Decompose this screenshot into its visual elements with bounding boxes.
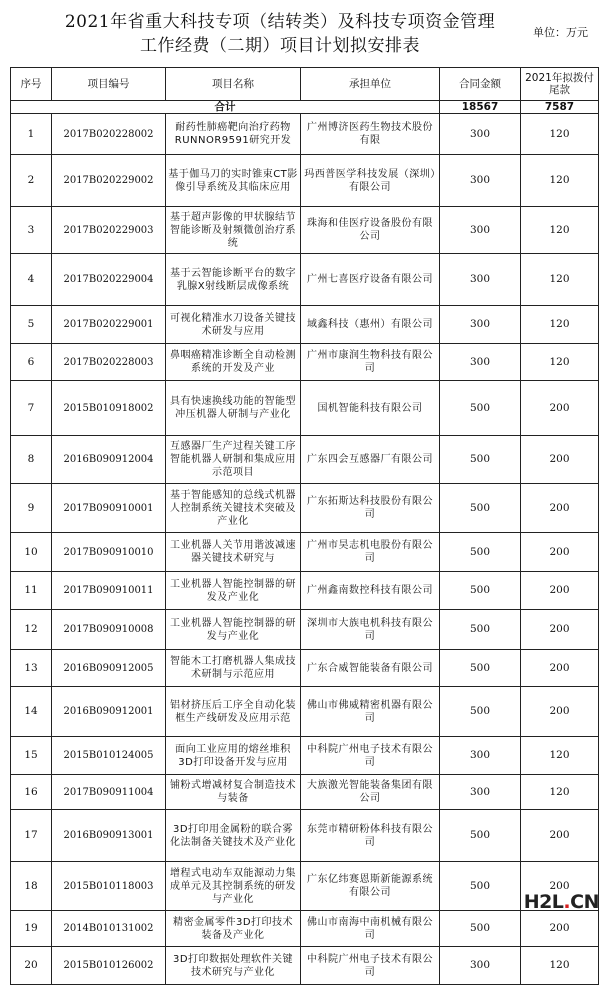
header-name: 项目名称 [166, 68, 301, 101]
row-seq: 11 [11, 572, 52, 610]
table-header-row [11, 68, 599, 101]
table-row [11, 344, 599, 381]
row-contract: 500 [440, 436, 521, 484]
row-seq: 9 [11, 484, 52, 533]
table-row [11, 862, 599, 911]
header-payment: 2021年拟拨付尾款 [521, 68, 599, 101]
row-project-name: 3D打印用金属粉的联合雾化法制备关键技术及产业化 [166, 810, 301, 862]
header-contract: 合同金额 [440, 68, 521, 101]
row-project-name: 智能木工打磨机器人集成技术研制与示范应用 [166, 650, 301, 687]
row-seq: 20 [11, 947, 52, 985]
row-payment: 120 [521, 775, 599, 810]
table-row [11, 381, 599, 436]
row-seq: 17 [11, 810, 52, 862]
row-contract: 500 [440, 650, 521, 687]
row-organization: 广东合威智能装备有限公司 [301, 650, 440, 687]
row-project-name: 面向工业应用的熔丝堆积3D打印设备开发与应用 [166, 737, 301, 775]
table-row [11, 737, 599, 775]
table-row [11, 810, 599, 862]
row-payment: 120 [521, 207, 599, 254]
row-code: 2014B010131002 [52, 911, 166, 947]
row-seq: 13 [11, 650, 52, 687]
row-organization: 大族激光智能装备集团有限公司 [301, 775, 440, 810]
row-contract: 300 [440, 254, 521, 306]
row-payment: 200 [521, 911, 599, 947]
row-contract: 300 [440, 114, 521, 155]
row-code: 2017B020228003 [52, 344, 166, 381]
row-project-name: 具有快速换线功能的智能型冲压机器人研制与产业化 [166, 381, 301, 436]
row-code: 2016B090912004 [52, 436, 166, 484]
row-organization: 广州市昊志机电股份有限公司 [301, 533, 440, 572]
header-unit: 承担单位 [301, 68, 440, 101]
row-payment: 120 [521, 306, 599, 344]
table-row [11, 484, 599, 533]
row-code: 2015B010124005 [52, 737, 166, 775]
row-code: 2017B090910011 [52, 572, 166, 610]
row-contract: 300 [440, 155, 521, 207]
row-project-name: 工业机器人智能控制器的研发及产业化 [166, 572, 301, 610]
row-code: 2017B020229002 [52, 155, 166, 207]
table-row [11, 114, 599, 155]
row-organization: 中科院广州电子技术有限公司 [301, 737, 440, 775]
row-code: 2017B020229003 [52, 207, 166, 254]
row-project-name: 互感器厂生产过程关键工序智能机器人研制和集成应用示范项目 [166, 436, 301, 484]
row-payment: 200 [521, 687, 599, 737]
total-label: 合计 [11, 101, 440, 114]
row-project-name: 基于伽马刀的实时锥束CT影像引导系统及其临床应用 [166, 155, 301, 207]
row-seq: 2 [11, 155, 52, 207]
row-code: 2017B090910010 [52, 533, 166, 572]
row-contract: 300 [440, 947, 521, 985]
row-code: 2017B020229001 [52, 306, 166, 344]
project-table [10, 67, 599, 985]
header-code: 项目编号 [52, 68, 166, 101]
row-contract: 500 [440, 862, 521, 911]
row-organization: 佛山市佛威精密机器有限公司 [301, 687, 440, 737]
row-organization: 广州市康润生物科技有限公司 [301, 344, 440, 381]
total-row [11, 101, 599, 114]
row-seq: 16 [11, 775, 52, 810]
row-code: 2015B010918002 [52, 381, 166, 436]
table-row [11, 687, 599, 737]
table-row [11, 572, 599, 610]
row-organization: 中科院广州电子技术有限公司 [301, 947, 440, 985]
row-seq: 19 [11, 911, 52, 947]
row-payment: 120 [521, 947, 599, 985]
row-payment: 120 [521, 114, 599, 155]
row-seq: 15 [11, 737, 52, 775]
row-seq: 10 [11, 533, 52, 572]
row-seq: 5 [11, 306, 52, 344]
row-organization: 广州博济医药生物技术股份有限 [301, 114, 440, 155]
row-seq: 14 [11, 687, 52, 737]
row-organization: 广东拓斯达科技股份有限公司 [301, 484, 440, 533]
row-payment: 120 [521, 737, 599, 775]
row-contract: 500 [440, 484, 521, 533]
row-organization: 东莞市精研粉体科技有限公司 [301, 810, 440, 862]
table-row [11, 947, 599, 985]
row-organization: 广州七喜医疗设备有限公司 [301, 254, 440, 306]
table-row [11, 436, 599, 484]
row-organization: 玛西普医学科技发展（深圳）有限公司 [301, 155, 440, 207]
row-project-name: 工业机器人智能控制器的研发与产业化 [166, 610, 301, 650]
row-seq: 1 [11, 114, 52, 155]
row-payment: 120 [521, 344, 599, 381]
row-contract: 300 [440, 344, 521, 381]
row-payment: 200 [521, 650, 599, 687]
table-row [11, 207, 599, 254]
table-row [11, 306, 599, 344]
row-code: 2017B020229004 [52, 254, 166, 306]
row-contract: 300 [440, 207, 521, 254]
row-seq: 7 [11, 381, 52, 436]
row-organization: 广州鑫南数控科技有限公司 [301, 572, 440, 610]
row-contract: 500 [440, 610, 521, 650]
row-payment: 200 [521, 484, 599, 533]
unit-note: 单位：万元 [533, 26, 588, 39]
page-title-line: 2021年省重大科技专项（结转类）及科技专项资金管理 [64, 12, 496, 32]
row-contract: 500 [440, 687, 521, 737]
table-row [11, 533, 599, 572]
table-row [11, 610, 599, 650]
row-project-name: 精密金属零件3D打印技术装备及产业化 [166, 911, 301, 947]
row-payment: 200 [521, 572, 599, 610]
row-payment: 200 [521, 862, 599, 911]
row-project-name: 基于超声影像的甲状腺结节智能诊断及射频微创治疗系统 [166, 207, 301, 254]
row-project-name: 工业机器人关节用谐波减速器关键技术研究与 [166, 533, 301, 572]
row-contract: 300 [440, 306, 521, 344]
row-contract: 500 [440, 381, 521, 436]
row-code: 2016B090913001 [52, 810, 166, 862]
row-project-name: 3D打印数据处理软件关键技术研究与产业化 [166, 947, 301, 985]
row-payment: 200 [521, 610, 599, 650]
table-row [11, 254, 599, 306]
total-payment: 7587 [521, 101, 599, 114]
row-project-name: 基于云智能诊断平台的数字乳腺X射线断层成像系统 [166, 254, 301, 306]
row-organization: 广东亿纬赛恩斯新能源系统有限公司 [301, 862, 440, 911]
row-payment: 120 [521, 155, 599, 207]
row-seq: 18 [11, 862, 52, 911]
row-project-name: 铝材挤压后工序全自动化装框生产线研发及应用示范 [166, 687, 301, 737]
table-row [11, 650, 599, 687]
row-project-name: 铺粉式增减材复合制造技术与装备 [166, 775, 301, 810]
row-contract: 300 [440, 775, 521, 810]
row-contract: 500 [440, 911, 521, 947]
row-contract: 300 [440, 737, 521, 775]
row-contract: 500 [440, 810, 521, 862]
row-organization: 珠海和佳医疗设备股份有限公司 [301, 207, 440, 254]
row-organization: 域鑫科技（惠州）有限公司 [301, 306, 440, 344]
row-project-name: 耐药性肺癌靶向治疗药物RUNNOR9591研究开发 [166, 114, 301, 155]
row-code: 2016B090912001 [52, 687, 166, 737]
row-seq: 12 [11, 610, 52, 650]
header-seq: 序号 [11, 68, 52, 101]
row-project-name: 基于智能感知的总线式机器人控制系统关键技术突破及产业化 [166, 484, 301, 533]
row-seq: 8 [11, 436, 52, 484]
row-seq: 3 [11, 207, 52, 254]
row-payment: 120 [521, 254, 599, 306]
row-code: 2016B090912005 [52, 650, 166, 687]
table-row [11, 155, 599, 207]
row-code: 2015B010118003 [52, 862, 166, 911]
row-code: 2017B090910008 [52, 610, 166, 650]
row-payment: 200 [521, 810, 599, 862]
row-organization: 国机智能科技有限公司 [301, 381, 440, 436]
row-project-name: 增程式电动车双能源动力集成单元及其控制系统的研发与产业化 [166, 862, 301, 911]
row-organization: 深圳市大族电机科技有限公司 [301, 610, 440, 650]
row-project-name: 可视化精准水刀设备关键技术研发与应用 [166, 306, 301, 344]
row-payment: 200 [521, 381, 599, 436]
row-code: 2015B010126002 [52, 947, 166, 985]
site-watermark: H2L.CN [523, 891, 599, 913]
page-title [40, 10, 520, 58]
row-seq: 6 [11, 344, 52, 381]
row-code: 2017B090910001 [52, 484, 166, 533]
page-title-line: 工作经费（二期）项目计划拟安排表 [140, 36, 420, 56]
row-contract: 500 [440, 572, 521, 610]
row-seq: 4 [11, 254, 52, 306]
table-row [11, 775, 599, 810]
row-contract: 500 [440, 533, 521, 572]
total-contract: 18567 [440, 101, 521, 114]
row-organization: 广东四会互感器厂有限公司 [301, 436, 440, 484]
table-row [11, 911, 599, 947]
row-code: 2017B090911004 [52, 775, 166, 810]
row-payment: 200 [521, 436, 599, 484]
row-project-name: 鼻咽癌精准诊断全自动检测系统的开发及产业 [166, 344, 301, 381]
row-code: 2017B020228002 [52, 114, 166, 155]
row-organization: 佛山市南海中南机械有限公司 [301, 911, 440, 947]
row-payment: 200 [521, 533, 599, 572]
